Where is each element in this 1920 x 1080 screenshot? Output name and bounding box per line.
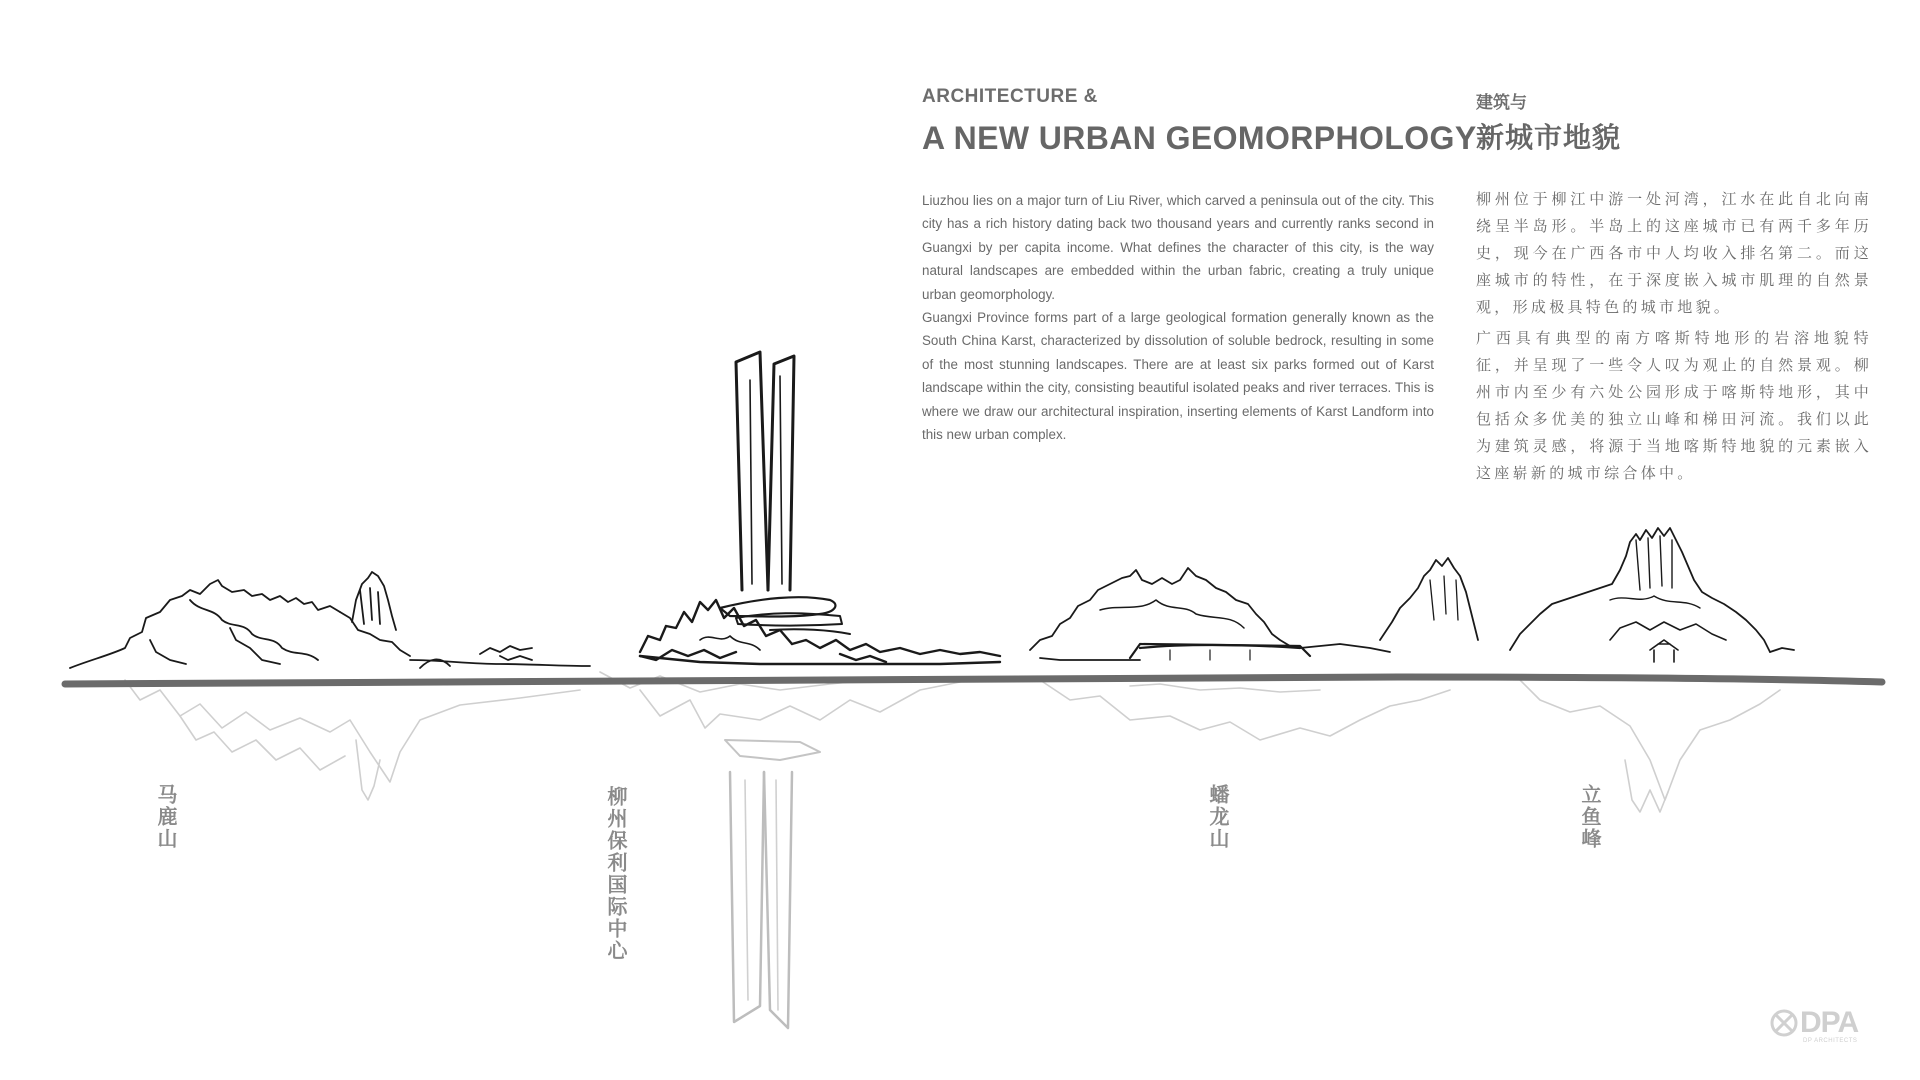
reflections	[125, 672, 1780, 1028]
dpa-logo-text: DPA	[1800, 1006, 1859, 1039]
label-panlong-mountain: 蟠龙山	[1206, 784, 1230, 850]
poly-tower	[720, 352, 850, 634]
malu-reflection	[125, 680, 580, 782]
label-poly-international-center: 柳州保利国际中心	[604, 786, 628, 962]
pavilion-sketch	[1650, 640, 1678, 662]
body-zh-paragraph-2: 广西具有典型的南方喀斯特地形的岩溶地貌特征，并呈现了一些令人叹为观止的自然景观。柳州市内至少有六处公园形成于喀斯特地形，其中包括众多优美的独立山峰和梯田河流。我们以此为建筑灵感，将源于当地喀斯特地貌的元素嵌入这座崭新的城市综合体中。	[1476, 329, 1872, 482]
poly-podium	[640, 600, 1000, 664]
label-liyu-peak: 立鱼峰	[1578, 784, 1602, 850]
eyebrow-zh: 建筑与	[1476, 93, 1527, 113]
ink-sketches	[70, 352, 1794, 668]
body-en-paragraph-2: Guangxi Province forms part of a large geological formation generally known as the South China Karst, characterized by dissolution of soluble bedrock, resulting in some of the most stunning landscapes. There are at least six parks formed out of Karst landscape within the city, consisting beautiful isolated peaks and river terraces. This is where we draw our architectural inspiration, inserting elements of Karst Landform into this new urban complex.	[922, 310, 1434, 443]
malu-mountain	[70, 572, 590, 668]
ground-line	[65, 677, 1882, 684]
page-title-en: A NEW URBAN GEOMORPHOLOGY	[922, 120, 1477, 156]
eyebrow-en: ARCHITECTURE &	[922, 86, 1098, 107]
page-title-zh: 新城市地貌	[1476, 121, 1622, 154]
body-zh-paragraph-1: 柳州位于柳江中游一处河湾，江水在此自北向南绕呈半岛形。半岛上的这座城市已有两千多年历史，现今在广西各市中人均收入排名第二。而这座城市的特性，在于深度嵌入城市肌理的自然景观，形成极具特色的城市地貌。	[1476, 190, 1872, 316]
liyu-reflection	[1520, 680, 1780, 800]
liyu-mountain	[1510, 528, 1794, 662]
body-en-paragraph-1: Liuzhou lies on a major turn of Liu River, which carved a peninsula out of the city. This city has a rich history dating back two thousand years and currently ranks second in Guangxi by per capita income. What defines the character of this city, is the way natural landscapes are embedded within the urban fabric, creating a truly unique urban geomorphology.	[922, 193, 1434, 302]
dpa-logo-subtext: DP ARCHITECTS	[1803, 1038, 1858, 1044]
label-malu-mountain: 马鹿山	[154, 784, 178, 850]
panlong-mountain	[1030, 558, 1478, 660]
